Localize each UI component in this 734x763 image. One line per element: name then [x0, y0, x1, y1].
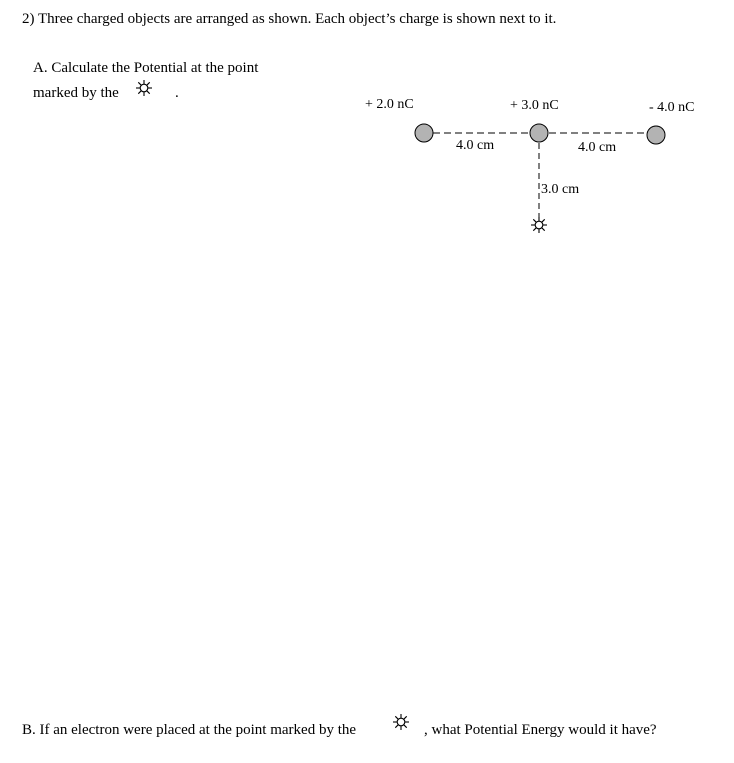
- part-a-prompt-line2: marked by the: [33, 85, 119, 101]
- distance-vertical-label: 3.0 cm: [541, 182, 580, 197]
- charge-middle: [530, 124, 548, 142]
- charge-middle-label: + 3.0 nC: [510, 98, 559, 113]
- star-burst-icon: [393, 714, 409, 730]
- distance-right-label: 4.0 cm: [578, 140, 617, 155]
- charge-right: [647, 126, 665, 144]
- part-b-prompt-end: , what Potential Energy would it have?: [424, 722, 657, 738]
- charge-left: [415, 124, 433, 142]
- part-a-period: .: [175, 85, 179, 101]
- distance-left-label: 4.0 cm: [456, 138, 495, 153]
- charge-left-label: + 2.0 nC: [365, 97, 414, 112]
- part-b-prompt: B. If an electron were placed at the point marked by the: [22, 722, 357, 738]
- charge-right-label: - 4.0 nC: [649, 100, 695, 115]
- question-title: 2) Three charged objects are arranged as shown. Each object’s charge is shown next to it.: [22, 11, 557, 27]
- part-a-prompt-line1: A. Calculate the Potential at the point: [33, 60, 259, 76]
- star-burst-icon: [531, 217, 547, 233]
